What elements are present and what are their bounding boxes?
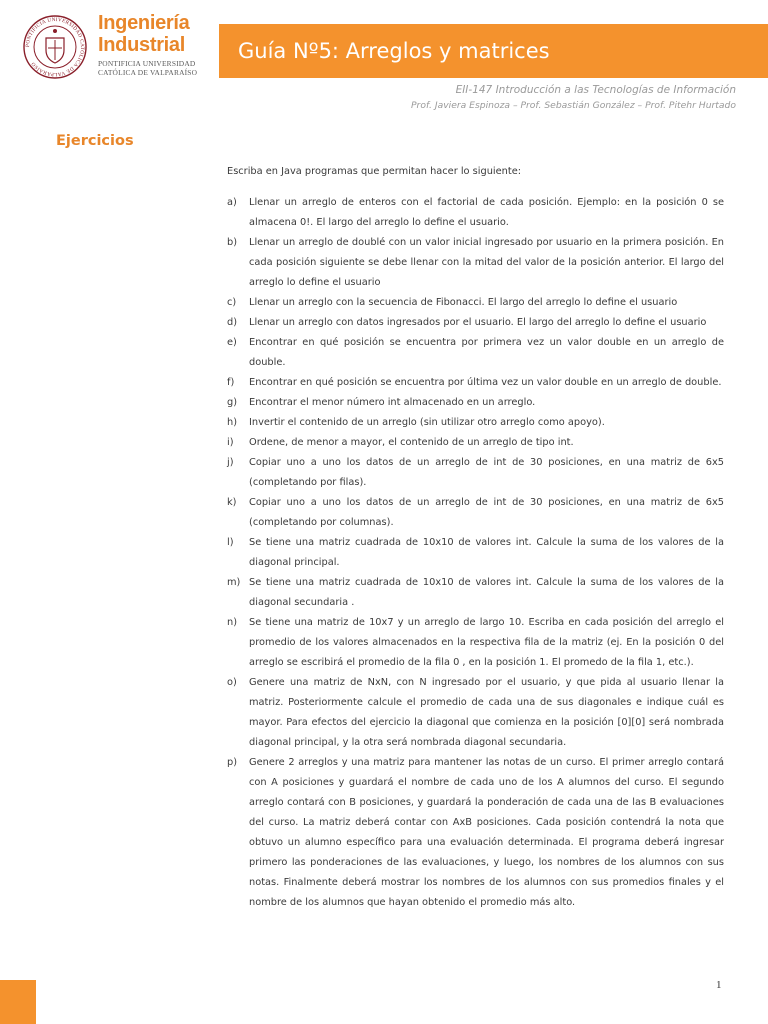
corner-accent-block — [0, 980, 36, 1024]
exercise-label: c) — [227, 297, 237, 308]
exercise-item-p — [227, 753, 724, 913]
exercise-label: m) — [227, 577, 241, 588]
document-title: Guía Nº5: Arreglos y matrices — [238, 39, 550, 63]
section-title: Ejercicios — [56, 133, 134, 149]
exercise-text: Llenar un arreglo de doublé con un valor inicial ingresado por usuario en la primera posición. En cada posición siguiente se debe llenar con la mitad del valor de la posición anterior. El largo del arreglo lo define el usuario — [249, 237, 724, 288]
university-seal-icon — [22, 14, 88, 80]
exercise-text: Se tiene una matriz cuadrada de 10x10 de valores int. Calcule la suma de los valores de la diagonal secundaria . — [249, 577, 724, 608]
exercise-text: Llenar un arreglo con la secuencia de Fibonacci. El largo del arreglo lo define el usuario — [249, 297, 678, 308]
exercise-label: n) — [227, 617, 238, 628]
course-name: EII-147 Introducción a las Tecnologías de Información — [455, 84, 736, 96]
exercise-label: j) — [227, 457, 234, 468]
exercise-text: Llenar un arreglo con datos ingresados por el usuario. El largo del arreglo lo define el usuario — [249, 317, 707, 328]
exercise-item-i — [227, 433, 724, 453]
exercise-label: o) — [227, 677, 237, 688]
exercise-label: k) — [227, 497, 237, 508]
exercise-text: Encontrar en qué posición se encuentra por última vez un valor double en un arreglo de double. — [249, 377, 722, 388]
exercise-label: g) — [227, 397, 238, 408]
exercise-label: a) — [227, 197, 237, 208]
exercise-text: Invertir el contenido de un arreglo (sin utilizar otro arreglo como apoyo). — [249, 417, 605, 428]
exercise-item-f — [227, 373, 724, 393]
exercise-item-h — [227, 413, 724, 433]
logo-line-ingenieria: Ingeniería — [98, 12, 190, 34]
exercise-item-l — [227, 533, 724, 573]
exercise-item-g — [227, 393, 724, 413]
logo-wordmark — [98, 12, 208, 77]
intro-text: Escriba en Java programas que permitan hacer lo siguiente: — [227, 166, 522, 177]
exercise-item-c — [227, 293, 724, 313]
exercise-text: Genere una matriz de NxN, con N ingresado por el usuario, y que pida al usuario llenar la matriz. Posteriormente calcule el promedio de cada una de sus diagonales e indique cuál es mayor. Para efectos del ejercicio la diagonal que comienza en la posición [0][0] será nombrada diagonal principal, y la otra será nombrada diagonal secundaria. — [249, 677, 724, 748]
exercise-text: Se tiene una matriz cuadrada de 10x10 de valores int. Calcule la suma de los valores de la diagonal principal. — [249, 537, 724, 568]
exercise-item-n — [227, 613, 724, 673]
exercise-text: Copiar uno a uno los datos de un arreglo de int de 30 posiciones, en una matriz de 6x5 (completando por filas). — [249, 457, 724, 488]
exercise-label: d) — [227, 317, 238, 328]
exercise-label: p) — [227, 757, 238, 768]
exercise-item-e — [227, 333, 724, 373]
exercise-item-o — [227, 673, 724, 753]
exercise-text: Se tiene una matriz de 10x7 y un arreglo de largo 10. Escriba en cada posición del arreglo el promedio de los valores almacenados en la respectiva fila de la matriz (ej. En la posición 0 del arreglo se escribirá el promedio de la fila 0 , en la posición 1. El promedo de la fila 1, etc.). — [249, 617, 724, 668]
logo-line-industrial: Industrial — [98, 34, 186, 56]
exercise-label: f) — [227, 377, 235, 388]
exercise-label: i) — [227, 437, 234, 448]
exercise-item-j — [227, 453, 724, 493]
logo-subtitle-2: CATÓLICA DE VALPARAÍSO — [98, 68, 198, 77]
exercise-item-d — [227, 313, 724, 333]
exercise-item-b — [227, 233, 724, 293]
exercise-label: h) — [227, 417, 238, 428]
exercise-item-k — [227, 493, 724, 533]
exercise-item-m — [227, 573, 724, 613]
exercise-list — [227, 193, 724, 913]
exercise-label: l) — [227, 537, 234, 548]
seal-ring-text: PONTIFICIA UNIVERSIDAD CATÓLICA DE VALPARAÍSO — [24, 16, 86, 78]
exercise-text: Encontrar el menor número int almacenado en un arreglo. — [249, 397, 536, 408]
exercise-text: Copiar uno a uno los datos de un arreglo de int de 30 posiciones, en una matriz de 6x5 (completando por columnas). — [249, 497, 724, 528]
exercise-label: b) — [227, 237, 238, 248]
exercise-text: Llenar un arreglo de enteros con el factorial de cada posición. Ejemplo: en la posición 0 se almacena 0!. El largo del arreglo lo define el usuario. — [249, 197, 724, 228]
professors-line: Prof. Javiera Espinoza – Prof. Sebastián González – Prof. Pitehr Hurtado — [411, 100, 736, 111]
exercise-text: Genere 2 arreglos y una matriz para mantener las notas de un curso. El primer arreglo contará con A posiciones y guardará el nombre de cada uno de los A alumnos del curso. El segundo arreglo contará con B posiciones, y guardará la ponderación de cada una de las B evaluaciones del curso. La matriz deberá contar con AxB posiciones. Cada posición contendrá la nota que obtuvo un alumno específico para una evaluación determinada. El programa deberá ingresar primero las ponderaciones de las evaluaciones, y luego, los nombres de los alumnos con sus notas. Finalmente deberá mostrar los nombres de los alumnos con sus promedios finales y el nombre de los alumnos que hayan obtenido el promedio más alto. — [249, 757, 724, 908]
university-logo — [22, 12, 202, 84]
exercise-text: Encontrar en qué posición se encuentra por primera vez un valor double en un arreglo de double. — [249, 337, 724, 368]
exercise-label: e) — [227, 337, 237, 348]
exercise-text: Ordene, de menor a mayor, el contenido de un arreglo de tipo int. — [249, 437, 574, 448]
title-banner — [219, 24, 768, 78]
page-number: 1 — [716, 979, 722, 991]
exercise-item-a — [227, 193, 724, 233]
logo-subtitle-1: PONTIFICIA UNIVERSIDAD — [98, 59, 196, 68]
